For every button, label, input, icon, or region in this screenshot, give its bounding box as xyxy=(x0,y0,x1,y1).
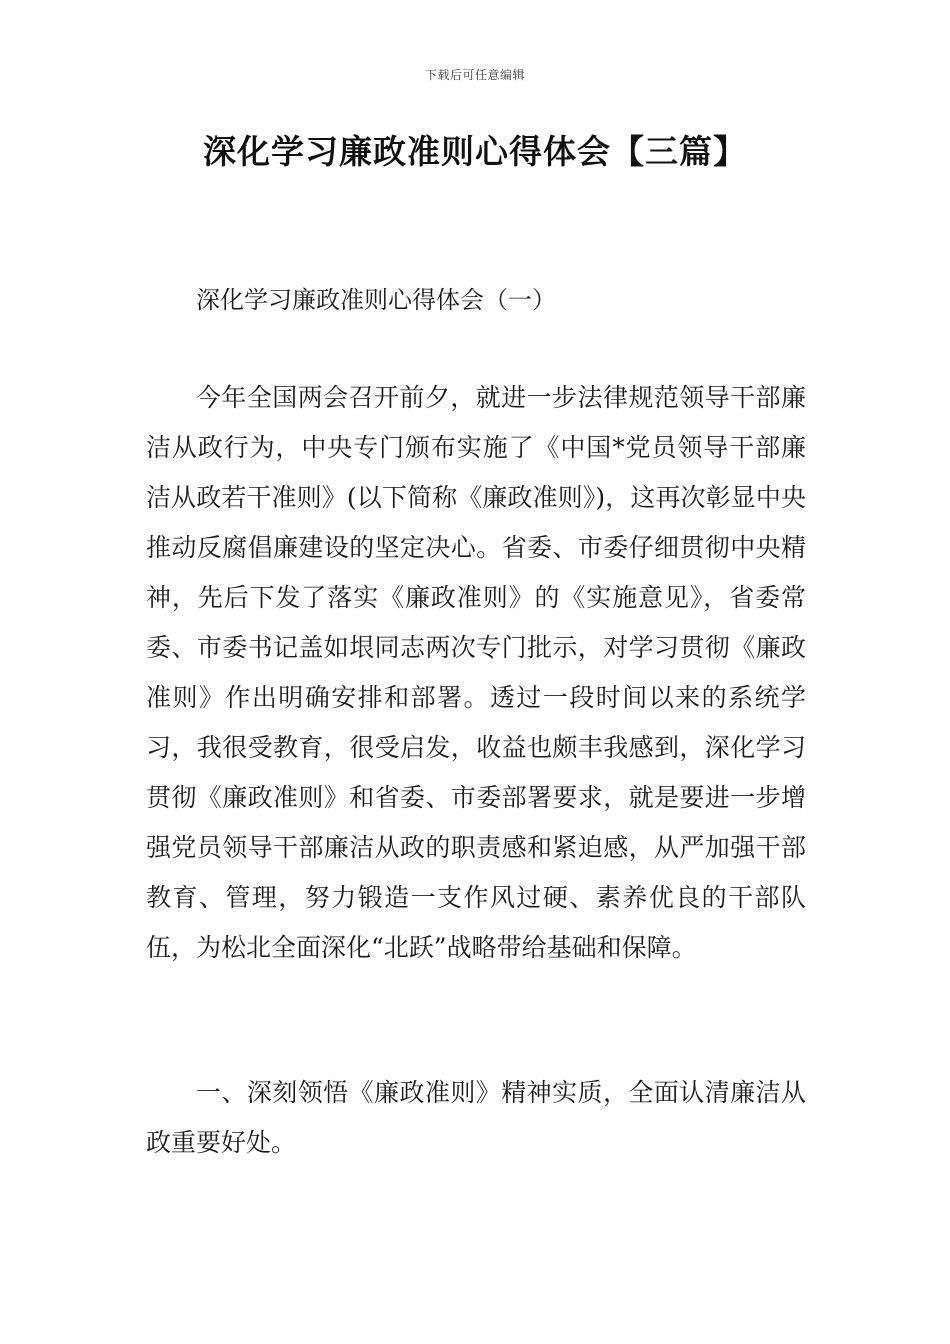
body-paragraph: 一、深刻领悟《廉政准则》精神实质，全面认清廉洁从政重要好处。 xyxy=(146,1078,806,1157)
body-paragraph: 今年全国两会召开前夕，就进一步法律规范领导干部廉洁从政行为，中央专门颁布实施了《中国*党员领导干部廉洁从政若干准则》(以下简称《廉政准则》)，这再次彰显中央推动反腐倡廉建设的坚定决心。省委、市委仔细贯彻中央精神，先后下发了落实《廉政准则》的《实施意见》，省委常委、市委书记盖如垠同志两次专门批示，对学习贯彻《廉政准则》作出明确安排和部署。透过一段时间以来的系统学习，我很受教育，很受启发，收益也颇丰我感到，深化学习贯彻《廉政准则》和省委、市委部署要求，就是要进一步增强党员领导干部廉洁从政的职责感和紧迫感，从严加强干部教育、管理，努力锻造一支作风过硬、素养优良的干部队伍，为松北全面深化“北跃”战略带给基础和保障。 xyxy=(146,383,806,962)
document-title: 深化学习廉政准则心得体会【三篇】 xyxy=(203,132,747,171)
header-note: 下载后可任意编辑 xyxy=(424,68,525,82)
section-heading: 深化学习廉政准则心得体会（一） xyxy=(196,286,556,314)
